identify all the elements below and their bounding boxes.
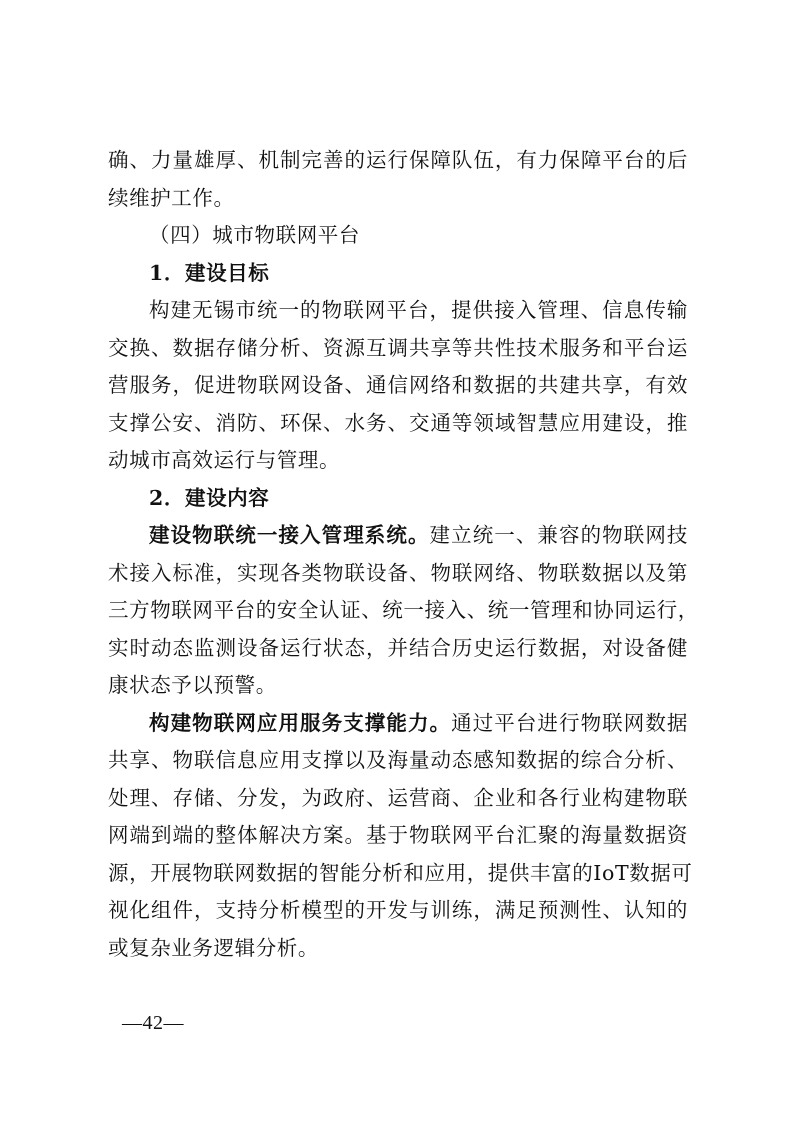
paragraph-line: 确、力量雄厚、机制完善的运行保障队伍，有力保障平台的后	[108, 148, 688, 172]
paragraph-line: 康状态予以预警。	[108, 673, 277, 697]
paragraph-line	[108, 705, 688, 743]
paragraph-line: 续维护工作。	[108, 185, 235, 210]
subsection-heading: 2．建设内容	[149, 485, 270, 510]
paragraph-line: 源，开展物联网数据的智能分析和应用，提供丰富的IoT数据可	[108, 860, 693, 885]
paragraph-line: 或复杂业务逻辑分析。	[108, 935, 319, 960]
paragraph-line: 视化组件，支持分析模型的开发与训练，满足预测性、认知的	[108, 898, 688, 922]
paragraph-text: 建立统一、兼容的物联网技	[429, 523, 688, 547]
paragraph-line: 支撑公安、消防、环保、水务、交通等领域智慧应用建设，推	[108, 410, 688, 435]
document-page	[108, 142, 699, 967]
subsection-heading: 1．建设目标	[149, 260, 270, 285]
paragraph-line: 实时动态监测设备运行状态，并结合历史运行数据，对设备健	[108, 635, 688, 660]
section-heading: （四）城市物联网平台	[149, 223, 360, 247]
paragraph-line: 处理、存储、分发，为政府、运营商、企业和各行业构建物联	[108, 785, 688, 810]
paragraph-line: 网端到端的整体解决方案。基于物联网平台汇聚的海量数据资	[108, 823, 688, 847]
bold-lead: 建设物联统一接入管理系统。	[149, 523, 430, 547]
paragraph-line: 动城市高效运行与管理。	[108, 448, 341, 472]
page-number: —42—	[122, 1012, 184, 1034]
paragraph-line: 构建无锡市统一的物联网平台，提供接入管理、信息传输	[149, 298, 688, 322]
paragraph-line: 营服务，促进物联网设备、通信网络和数据的共建共享，有效	[108, 373, 688, 397]
paragraph-line	[108, 517, 688, 555]
paragraph-line: 交换、数据存储分析、资源互调共享等共性技术服务和平台运	[108, 335, 688, 360]
bold-lead: 构建物联网应用服务支撑能力。	[149, 710, 452, 735]
paragraph-line: 共享、物联信息应用支撑以及海量动态感知数据的综合分析、	[108, 748, 688, 772]
paragraph-text: 通过平台进行物联网数据	[451, 710, 688, 735]
paragraph-line: 术接入标准，实现各类物联设备、物联网络、物联数据以及第	[108, 560, 688, 585]
paragraph-line: 三方物联网平台的安全认证、统一接入、统一管理和协同运行，	[108, 598, 699, 622]
